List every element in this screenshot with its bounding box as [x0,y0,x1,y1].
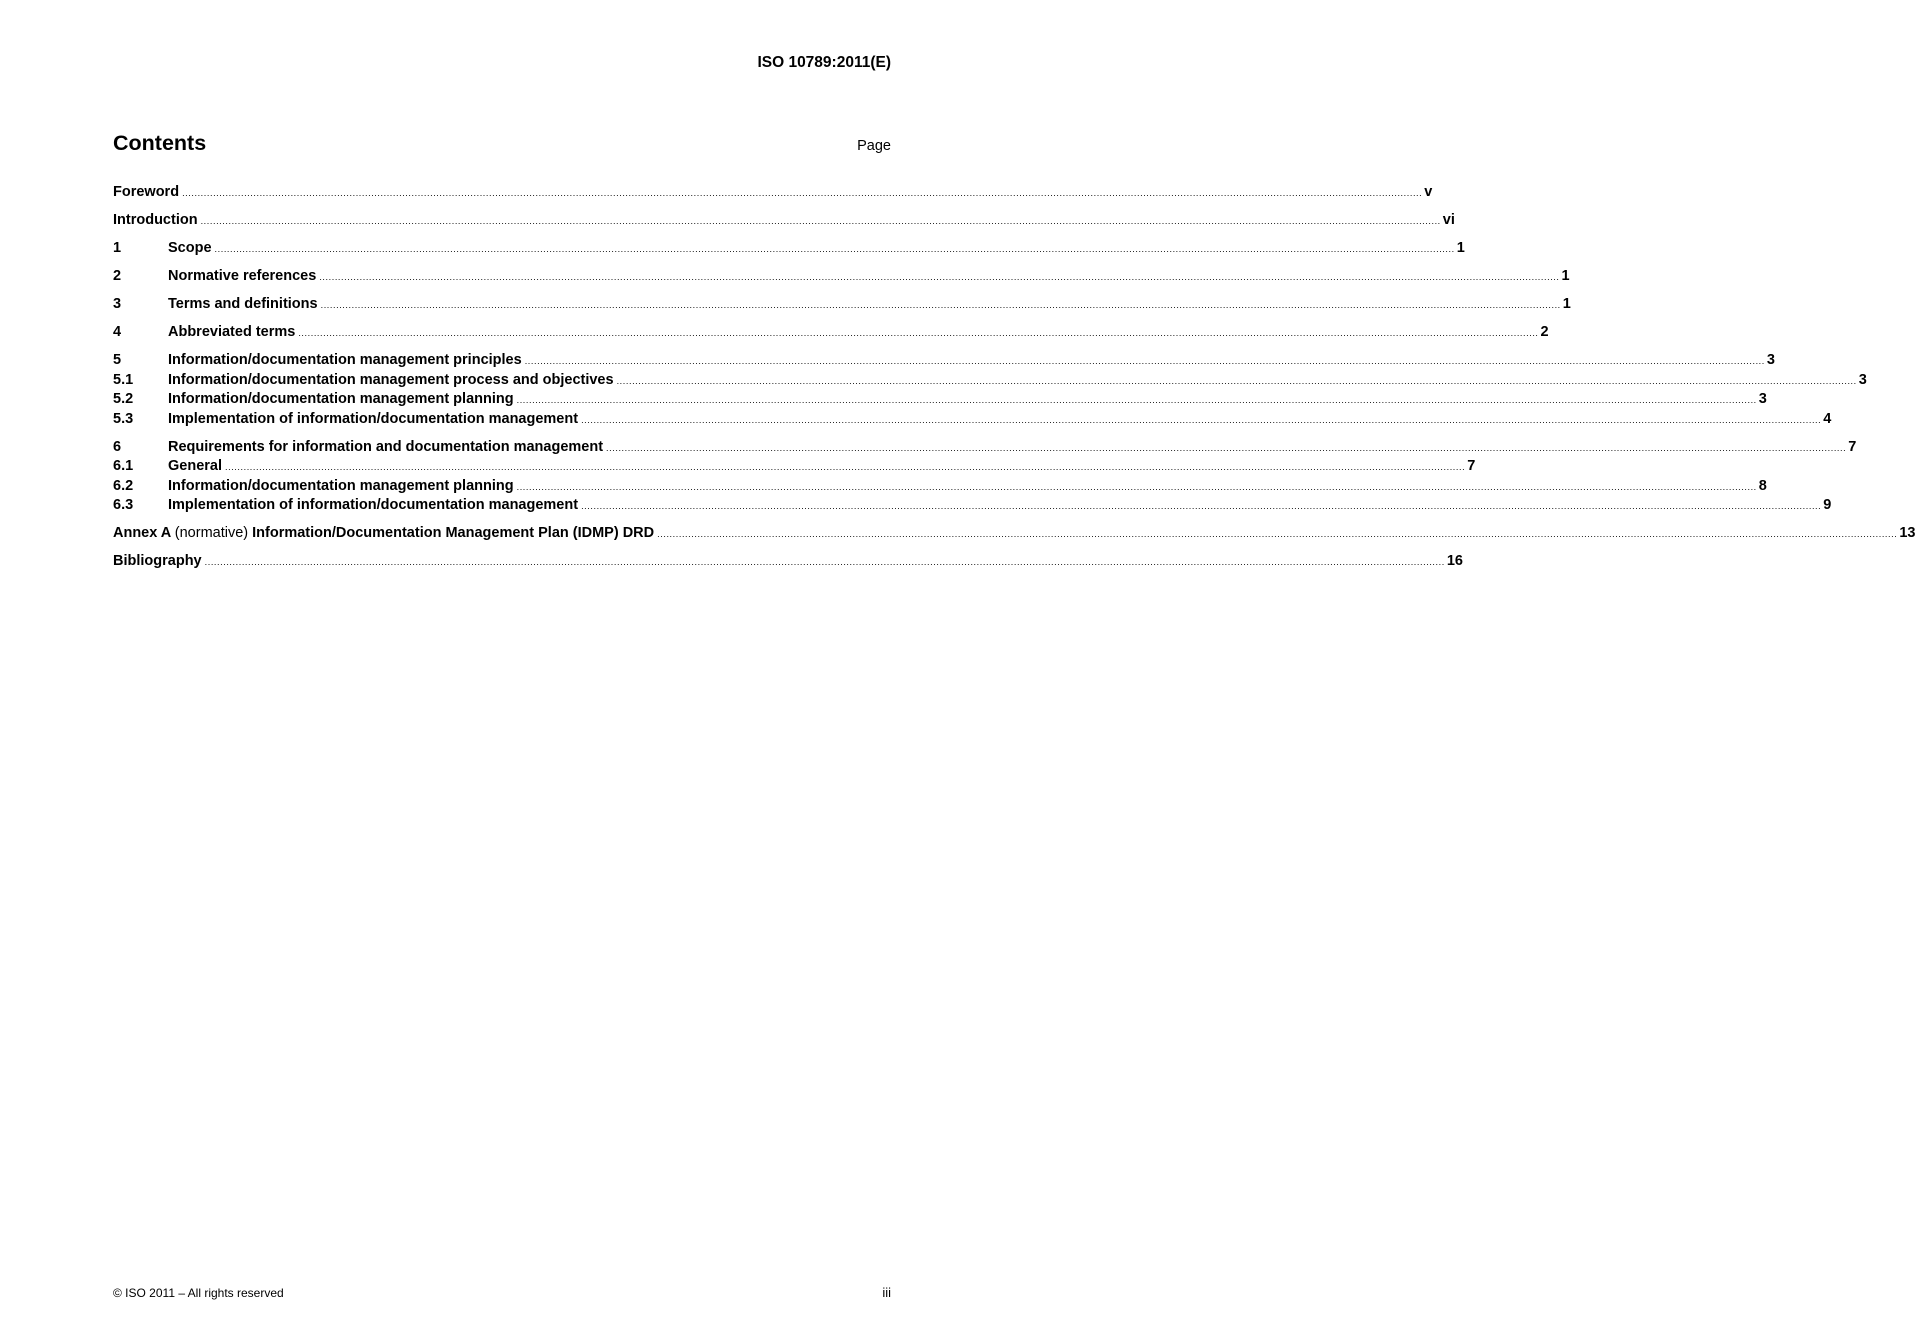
copyright-notice: © ISO 2011 – All rights reserved [113,1286,284,1300]
toc-entry-page: 7 [1467,458,1476,474]
toc-entry-page: 2 [1540,324,1549,340]
toc-entry-number: 5 [113,352,122,368]
toc-entry-number: 5.2 [113,391,134,407]
toc-entry-title: Requirements for information and documentation management [168,438,604,455]
footer-page-number: iii [882,1285,891,1300]
toc-entry-section-2[interactable] [113,267,1570,287]
dot-leader: ................................................................................................................................................................................................................................................................................................................................................................................................................ [524,356,1765,366]
toc-entry-title: Normative references [168,268,317,284]
toc-entry-title: Information/documentation management principles [168,352,522,368]
toc-entry-title: Introduction [113,212,198,228]
toc-entry-page: 3 [1858,371,1867,388]
toc-entry-page: 8 [1758,477,1767,494]
dot-leader: ................................................................................................................................................................................................................................................................................................................................................................................................................ [214,244,1455,254]
contents-title: Contents [113,131,207,155]
dot-leader: ................................................................................................................................................................................................................................................................................................................................................................................................................ [225,462,1466,472]
toc-entry-title: Terms and definitions [168,296,318,312]
toc-entry-number: 1 [113,240,122,256]
toc-entry-number: 5.1 [113,371,134,388]
toc-entry-title: Information/documentation management planning [168,391,514,407]
toc-entry-annex-a[interactable] [113,524,1915,544]
toc-entry-title: Implementation of information/documentation management [168,410,579,427]
table-of-contents [113,183,1915,572]
toc-entry-page: 4 [1823,410,1832,427]
toc-entry-section-5-3[interactable] [113,410,1832,430]
toc-entry-title: Bibliography [113,553,202,569]
toc-entry-page: 9 [1823,497,1832,513]
toc-entry-section-5[interactable] [113,351,1775,371]
page-column-label: Page [857,138,891,154]
annex-label: Annex A [113,525,171,541]
toc-entry-section-3[interactable] [113,295,1571,315]
dot-leader: ................................................................................................................................................................................................................................................................................................................................................................................................................ [200,216,1441,226]
toc-entry-title: Information/documentation management process and objectives [168,371,614,388]
toc-entry-page: 1 [1561,268,1570,284]
dot-leader: ................................................................................................................................................................................................................................................................................................................................................................................................................ [657,529,1898,539]
toc-entry-number: 5.3 [113,410,134,427]
dot-leader: ................................................................................................................................................................................................................................................................................................................................................................................................................ [298,328,1539,338]
toc-entry-page: 7 [1848,438,1857,455]
toc-entry-section-6-1[interactable] [113,457,1476,477]
standard-reference: ISO 10789:2011(E) [757,54,891,71]
annex-title: Information/Documentation Management Plan (IDMP) DRD [252,525,655,541]
toc-entry-page: 1 [1562,296,1571,312]
dot-leader: ................................................................................................................................................................................................................................................................................................................................................................................................................ [182,188,1423,198]
toc-entry-section-5-2[interactable] [113,390,1767,410]
dot-leader: ................................................................................................................................................................................................................................................................................................................................................................................................................ [516,481,1757,492]
toc-entry-title: Implementation of information/documentation management [168,497,579,513]
toc-entry-number: 3 [113,296,122,312]
toc-entry-section-6[interactable] [113,438,1857,458]
dot-leader: ................................................................................................................................................................................................................................................................................................................................................................................................................ [516,395,1757,405]
toc-entry-page: 3 [1766,352,1775,368]
toc-entry-number: 6.1 [113,458,134,474]
toc-entry-title: General [168,458,222,474]
toc-entry-number: 4 [113,324,122,340]
toc-entry-number: 6.2 [113,477,134,494]
toc-entry-title: Foreword [113,184,180,200]
dot-leader: ................................................................................................................................................................................................................................................................................................................................................................................................................ [204,557,1445,567]
toc-entry-page: 1 [1456,240,1465,256]
toc-entry-title: Abbreviated terms [168,324,296,340]
toc-entry-page: vi [1442,212,1455,228]
toc-entry-page: 13 [1899,525,1915,541]
toc-entry-section-6-3[interactable] [113,496,1832,516]
toc-entry-number: 2 [113,268,122,284]
toc-entry-page: 16 [1446,553,1463,569]
annex-type: (normative) [174,525,249,541]
toc-entry-introduction[interactable] [113,211,1455,231]
toc-entry-number: 6 [113,438,122,455]
dot-leader: ................................................................................................................................................................................................................................................................................................................................................................................................................ [616,375,1857,386]
toc-entry-bibliography[interactable] [113,552,1463,572]
toc-entry-number: 6.3 [113,497,134,513]
toc-entry-title: Scope [168,240,212,256]
toc-entry-section-6-2[interactable] [113,477,1767,497]
dot-leader: ................................................................................................................................................................................................................................................................................................................................................................................................................ [581,501,1822,511]
dot-leader: ................................................................................................................................................................................................................................................................................................................................................................................................................ [319,272,1560,282]
dot-leader: ................................................................................................................................................................................................................................................................................................................................................................................................................ [606,442,1847,453]
toc-entry-title [113,524,654,544]
toc-entry-page: v [1424,184,1433,200]
toc-entry-section-5-1[interactable] [113,371,1867,391]
toc-entry-section-4[interactable] [113,323,1549,343]
dot-leader: ................................................................................................................................................................................................................................................................................................................................................................................................................ [581,414,1822,425]
toc-entry-foreword[interactable] [113,183,1433,203]
toc-entry-title: Information/documentation management planning [168,477,514,494]
toc-entry-section-1[interactable] [113,239,1465,259]
toc-entry-page: 3 [1758,391,1767,407]
dot-leader: ................................................................................................................................................................................................................................................................................................................................................................................................................ [320,300,1561,310]
